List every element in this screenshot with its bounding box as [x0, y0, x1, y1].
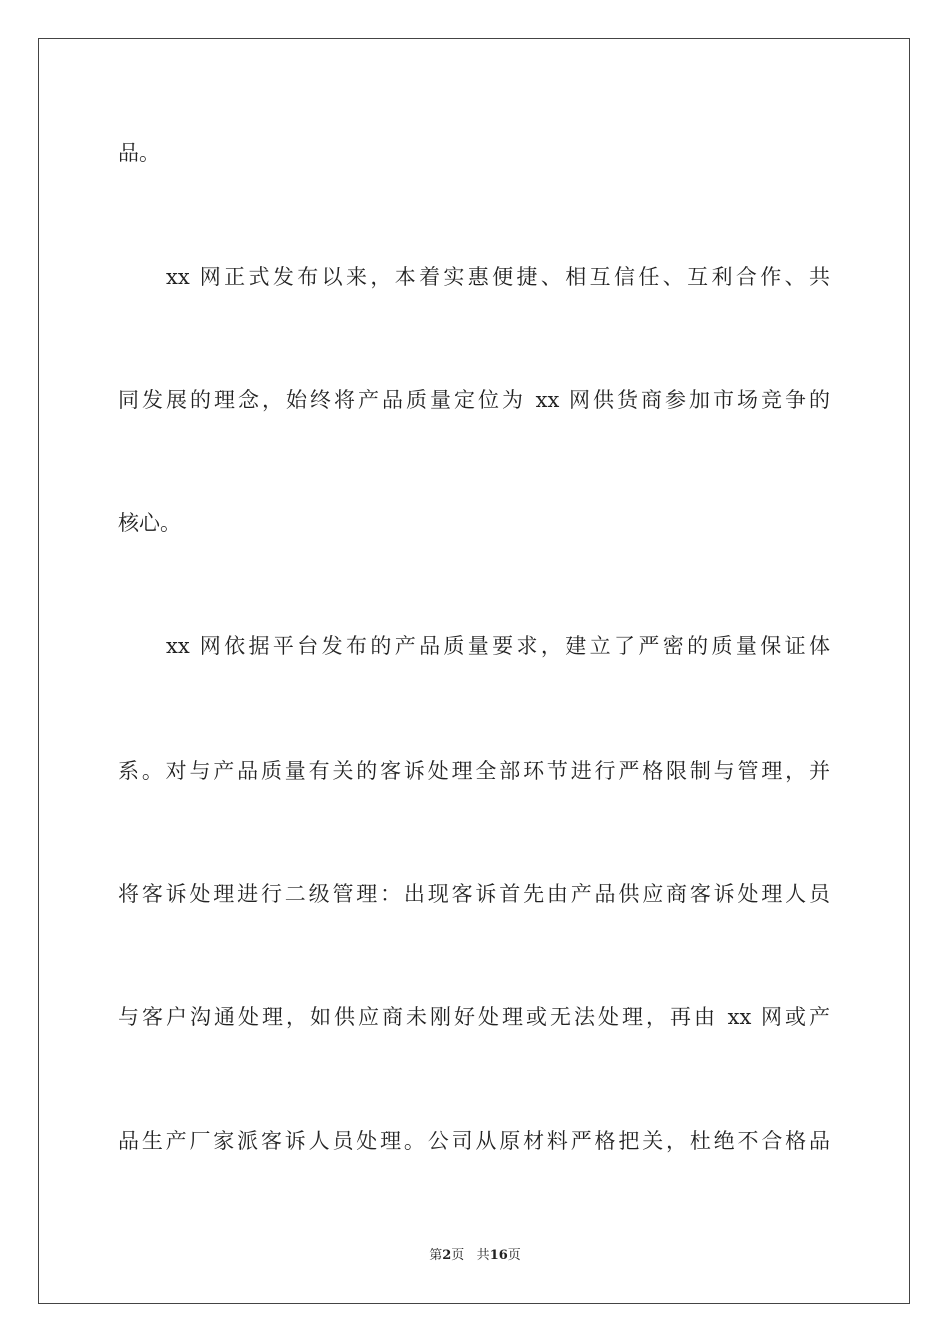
footer-total-prefix: 共 [476, 1248, 490, 1263]
footer-page-prefix: 第 [429, 1248, 443, 1263]
text-line-6: 系。对与产品质量有关的客诉处理全部环节进行严格限制与管理，并 [118, 759, 830, 783]
footer-total-pages: 16 [489, 1248, 508, 1263]
text-line-8: 与客户沟通处理，如供应商未刚好处理或无法处理，再由 xx 网或产 [118, 1005, 830, 1029]
text-line-2: xx 网正式发布以来，本着实惠便捷、相互信任、互利合作、共 [166, 265, 830, 289]
text-line-1: 品。 [118, 141, 160, 165]
footer-page-suffix: 页 [451, 1248, 465, 1263]
text-line-7: 将客诉处理进行二级管理：出现客诉首先由产品供应商客诉处理人员 [118, 882, 830, 906]
page-footer [0, 1247, 950, 1265]
page-border [38, 38, 910, 1304]
footer-total-suffix: 页 [507, 1248, 521, 1263]
text-line-5: xx 网依据平台发布的产品质量要求，建立了严密的质量保证体 [166, 634, 830, 658]
text-line-9: 品生产厂家派客诉人员处理。公司从原材料严格把关，杜绝不合格品 [118, 1129, 830, 1153]
text-line-3: 同发展的理念，始终将产品质量定位为 xx 网供货商参加市场竞争的 [118, 388, 830, 412]
text-line-4: 核心。 [118, 511, 181, 535]
footer-page-number: 2 [442, 1248, 452, 1263]
